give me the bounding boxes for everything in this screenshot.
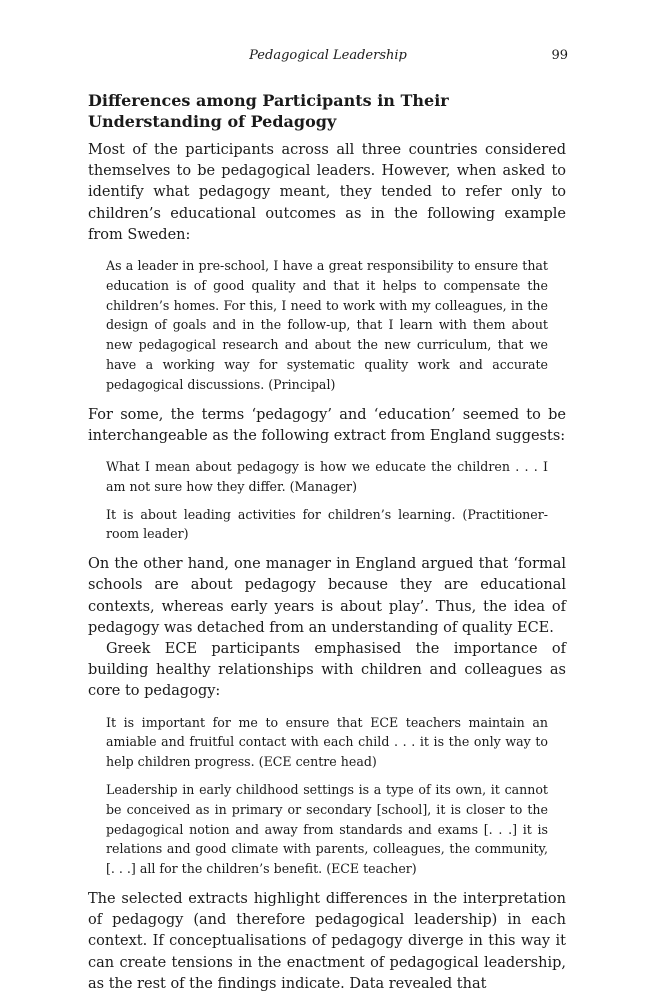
- page-content: [88, 90, 566, 995]
- block-quote-principal: As a leader in pre-school, I have a great responsibility to ensure that education is of good quality and that it helps to compensate the children’s homes. For this, I need to work with my colleagues, in the design of goals and in the follow-up, that I learn with them about new pedagogical research and about the new curriculum, that we have a working way for systematic quality work and accurate pedagogical discussions. (Principal): [106, 258, 548, 392]
- block-quote-practitioner: It is about leading activities for children’s learning. (Practitioner-room leader): [106, 506, 548, 542]
- section-heading: [88, 90, 566, 132]
- body-paragraph-3: On the other hand, one manager in England argued that ‘formal schools are about pedagogy because they are educational contexts, whereas early years is about play’. Thus, the idea of pedagogy was detached from an understanding of quality ECE.: [88, 556, 566, 636]
- page-number: 99: [551, 48, 568, 63]
- block-quote-ece-teacher: Leadership in early childhood settings is a type of its own, it cannot be conceived as in primary or secondary [school], it is closer to the pedagogical notion and away from standards and exams [. . .] it is relations and good climate with parents, colleagues, the community, [. . .] all for the children’s benefit. (ECE teacher): [106, 782, 548, 877]
- body-paragraph-1: Most of the participants across all three countries considered themselves to be pedagogical leaders. However, when asked to identify what pedagogy meant, they tended to refer only to children’s educational outcomes as in the following example from Sweden:: [88, 142, 566, 243]
- section-heading-line-1: Differences among Participants in Their: [88, 91, 449, 110]
- running-head: [88, 46, 568, 66]
- body-paragraph-5: The selected extracts highlight differences in the interpretation of pedagogy (and therefore pedagogical leadership) in each context. If conceptualisations of pedagogy diverge in this way it can create tensions in the enactment of pedagogical leadership, as the rest of the findings indicate. Data revealed that: [88, 890, 566, 992]
- block-quote-ece-centre-head: It is important for me to ensure that ECE teachers maintain an amiable and fruitful contact with each child . . . it is the only way to help children progress. (ECE centre head): [106, 714, 548, 770]
- body-paragraph-4: Greek ECE participants emphasised the importance of building healthy relationships with children and colleagues as core to pedagogy:: [88, 641, 566, 700]
- block-quote-manager: What I mean about pedagogy is how we educate the children . . . I am not sure how they differ. (Manager): [106, 459, 548, 494]
- body-paragraph-2: For some, the terms ‘pedagogy’ and ‘education’ seemed to be interchangeable as the following extract from England suggests:: [88, 406, 566, 444]
- running-head-title: Pedagogical Leadership: [249, 48, 407, 63]
- section-heading-line-2: Understanding of Pedagogy: [88, 112, 337, 131]
